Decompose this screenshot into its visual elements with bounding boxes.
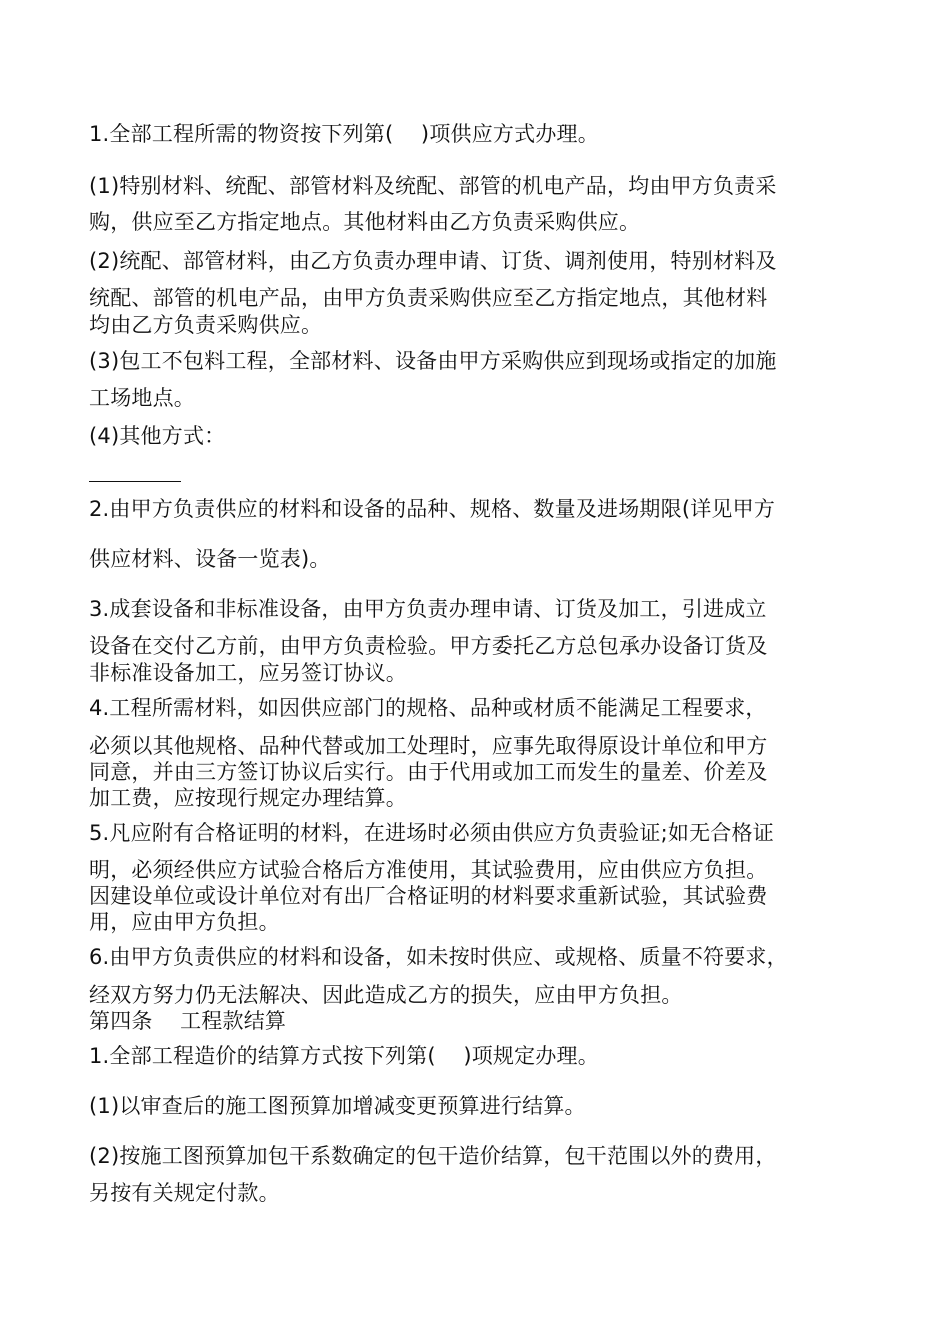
text-line: (2)统配、部管材料，由乙方负责办理申请、订货、调剂使用，特别材料及 — [89, 249, 777, 273]
text-line: 购，供应至乙方指定地点。其他材料由乙方负责采购供应。 — [89, 210, 641, 234]
text-line: 供应材料、设备一览表)。 — [89, 547, 331, 571]
text-line: 工场地点。 — [89, 386, 195, 410]
text-line: 3.成套设备和非标准设备，由甲方负责办理申请、订货及加工，引进成立 — [89, 597, 767, 621]
text-line: 因建设单位或设计单位对有出厂合格证明的材料要求重新试验，其试验费 — [89, 884, 768, 908]
text-line: 1.全部工程造价的结算方式按下列第( )项规定办理。 — [89, 1044, 599, 1068]
text-line: (2)按施工图预算加包干系数确定的包干造价结算，包干范围以外的费用， — [89, 1144, 777, 1168]
blank-underline — [89, 481, 181, 482]
text-line: 用，应由甲方负担。 — [89, 910, 280, 934]
text-line: 1.全部工程所需的物资按下列第( )项供应方式办理。 — [89, 122, 599, 146]
text-line: 非标准设备加工，应另签订协议。 — [89, 661, 407, 685]
text-line: 明，必须经供应方试验合格后方准使用，其试验费用，应由供应方负担。 — [89, 858, 768, 882]
text-line: (1)以审查后的施工图预算加增减变更预算进行结算。 — [89, 1094, 586, 1118]
text-line: (1)特别材料、统配、部管材料及统配、部管的机电产品，均由甲方负责采 — [89, 174, 777, 198]
text-line: 必须以其他规格、品种代替或加工处理时，应事先取得原设计单位和甲方 — [89, 734, 768, 758]
text-line: (4)其他方式： — [89, 424, 226, 448]
text-line: 6.由甲方负责供应的材料和设备，如未按时供应、或规格、质量不符要求， — [89, 945, 788, 969]
text-line: 均由乙方负责采购供应。 — [89, 313, 323, 337]
text-line: 5.凡应附有合格证明的材料，在进场时必须由供应方负责验证;如无合格证 — [89, 821, 774, 845]
section-heading: 第四条 工程款结算 — [89, 1009, 287, 1033]
text-line: 2.由甲方负责供应的材料和设备的品种、规格、数量及进场期限(详见甲方 — [89, 497, 776, 521]
text-line: 加工费，应按现行规定办理结算。 — [89, 786, 407, 810]
text-line: 同意，并由三方签订协议后实行。由于代用或加工而发生的量差、价差及 — [89, 760, 768, 784]
text-line: 经双方努力仍无法解决、因此造成乙方的损失，应由甲方负担。 — [89, 983, 683, 1007]
text-line: 统配、部管的机电产品，由甲方负责采购供应至乙方指定地点，其他材料 — [89, 286, 768, 310]
text-line: 另按有关规定付款。 — [89, 1181, 280, 1205]
text-line: 4.工程所需材料，如因供应部门的规格、品种或材质不能满足工程要求， — [89, 696, 767, 720]
text-line: (3)包工不包料工程，全部材料、设备由甲方采购供应到现场或指定的加施 — [89, 349, 777, 373]
text-line: 设备在交付乙方前，由甲方负责检验。甲方委托乙方总包承办设备订货及 — [89, 634, 768, 658]
